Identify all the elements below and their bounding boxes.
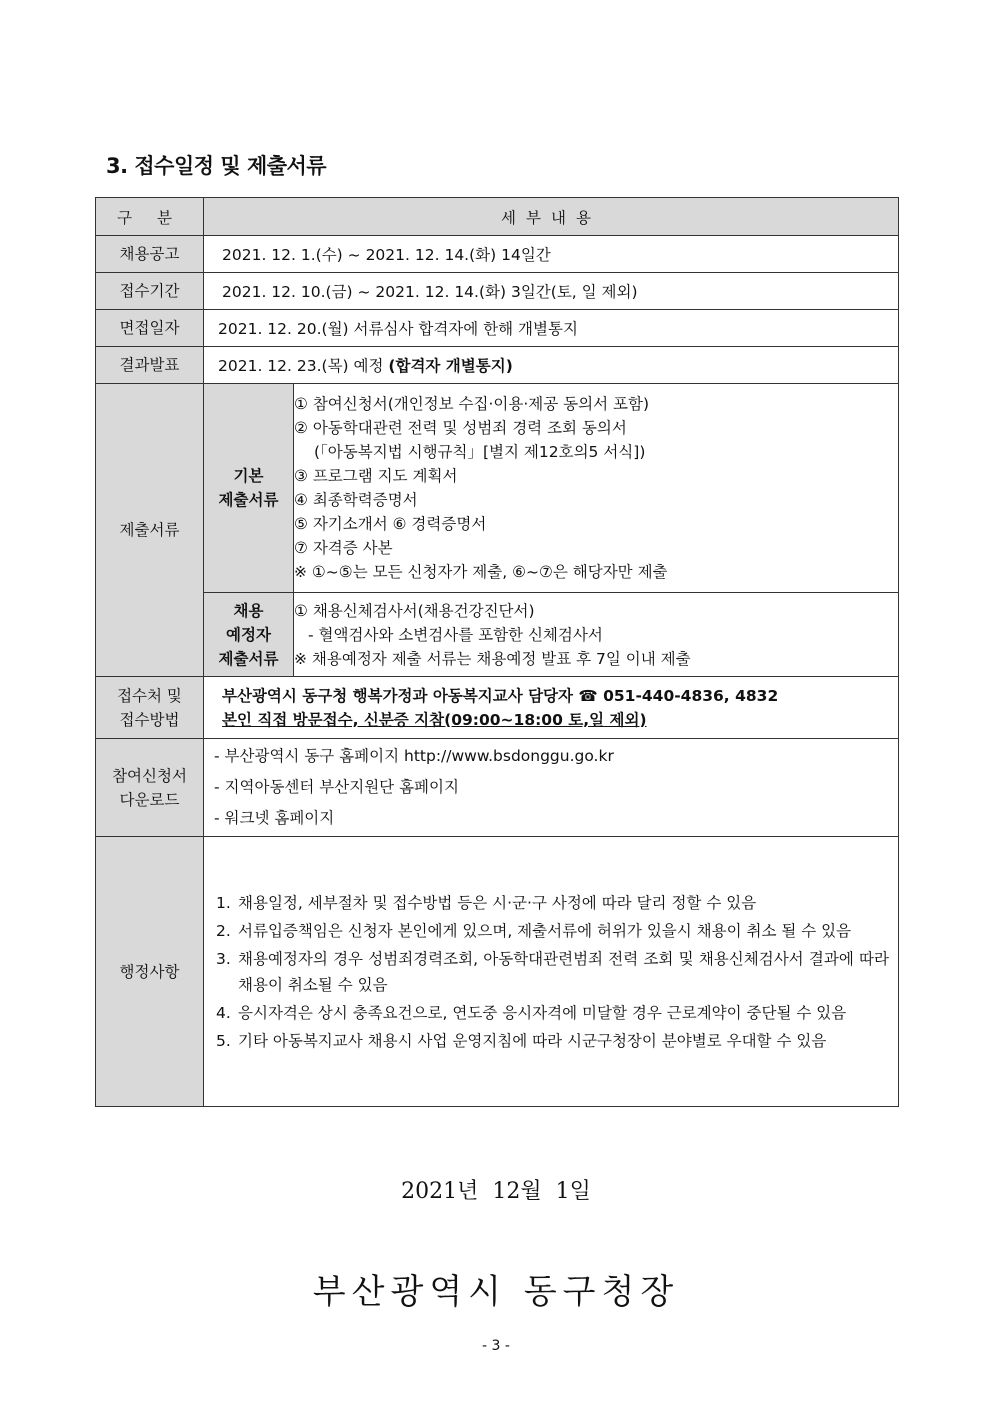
expected-documents-list: [294, 593, 899, 677]
note-text: 채용예정자의 경우 성범죄경력조회, 아동학대관련범죄 전력 조회 및 채용신체검사서 결과에 따라 채용이 취소될 수 있음: [238, 949, 889, 994]
table-row-place: [96, 677, 899, 739]
row-value-interview: 2021. 12. 20.(월) 서류심사 합격자에 한해 개별통지: [204, 310, 899, 347]
row-label-documents: 제출서류: [96, 384, 204, 677]
expected-label-line1: 채용: [233, 601, 264, 620]
note-text: 채용일정, 세부절차 및 접수방법 등은 시·군·구 사정에 따라 달리 정할 수 있음: [238, 893, 757, 912]
note-number: 1.: [216, 893, 231, 912]
basic-documents-list: [294, 384, 899, 593]
list-item: ⑤ 자기소개서 ⑥ 경력증명서: [294, 515, 487, 533]
list-item: ※ ①~⑤는 모든 신청자가 제출, ⑥~⑦은 해당자만 제출: [294, 563, 668, 581]
row-value-posting: 2021. 12. 1.(수) ~ 2021. 12. 14.(화) 14일간: [204, 236, 899, 273]
header-category: 구 분: [96, 198, 204, 236]
admin-notes-list: [216, 890, 889, 1054]
list-item: [216, 918, 889, 944]
list-item: [216, 1000, 889, 1026]
list-item: ※ 채용예정자 제출 서류는 채용예정 발표 후 7일 이내 제출: [294, 649, 691, 668]
note-text: 서류입증책임은 신청자 본인에게 있으며, 제출서류에 허위가 있을시 채용이 취소 될 수 있음: [238, 921, 852, 940]
list-item: - 지역아동센터 부산지원단 홈페이지: [214, 778, 459, 796]
place-label-line1: 접수처 및: [117, 686, 182, 705]
page-number: - 3 -: [482, 1338, 510, 1354]
basic-documents-label: [204, 384, 294, 593]
basic-label-line2: 제출서류: [218, 491, 279, 509]
row-label-admin: 행정사항: [96, 837, 204, 1107]
header-details: 세부내용: [204, 198, 899, 236]
issuer-signature: 부산광역시 동구청장: [312, 1272, 680, 1312]
expected-label-line3: 제출서류: [218, 649, 279, 668]
row-value-result: [204, 347, 899, 384]
table-row-admin: [96, 837, 899, 1107]
basic-label-line1: 기본: [233, 467, 264, 485]
table-row-result: [96, 347, 899, 384]
schedule-documents-table: [95, 197, 899, 1107]
note-text: 응시자격은 상시 충족요건으로, 연도중 응시자격에 미달할 경우 근로계약이 중단될 수 있음: [238, 1003, 847, 1022]
row-label-posting: 채용공고: [96, 236, 204, 273]
table-row-receipt-period: [96, 273, 899, 310]
list-item: (「아동복지법 시행규칙」[별지 제12호의5 서식]): [314, 443, 646, 461]
list-item: [216, 1028, 889, 1054]
table-row-documents-basic: [96, 384, 899, 593]
result-notice-text: (합격자 개별통지): [388, 357, 513, 375]
list-item: ③ 프로그램 지도 계획서: [294, 467, 458, 485]
list-item: - 부산광역시 동구 홈페이지 http://www.bsdonggu.go.kr: [214, 747, 614, 765]
row-label-result: 결과발표: [96, 347, 204, 384]
place-method-line: [222, 708, 898, 732]
row-value-download: [204, 739, 899, 837]
place-contact-line: 부산광역시 동구청 행복가정과 아동복지교사 담당자 ☎ 051-440-4836, 4832: [222, 686, 779, 705]
row-label-download: [96, 739, 204, 837]
list-item: - 혈액검사와 소변검사를 포함한 신체검사서: [308, 625, 603, 644]
note-number: 2.: [216, 921, 231, 940]
expected-documents-label: [204, 593, 294, 677]
place-label-line2: 접수방법: [119, 710, 180, 729]
table-row-documents-expected: [96, 593, 899, 677]
row-value-place: [204, 677, 899, 739]
result-date-text: 2021. 12. 23.(목) 예정: [218, 357, 389, 375]
download-label-line1: 참여신청서: [112, 766, 187, 785]
list-item: ④ 최종학력증명서: [294, 491, 418, 509]
download-label-line2: 다운로드: [119, 790, 180, 809]
table-row-posting: [96, 236, 899, 273]
note-number: 3.: [216, 949, 231, 968]
section-title: 3. 접수일정 및 제출서류: [106, 154, 327, 178]
list-item: - 워크넷 홈페이지: [214, 809, 335, 827]
table-header-row: [96, 198, 899, 236]
row-label-place: [96, 677, 204, 739]
table-row-download: [96, 739, 899, 837]
note-number: 4.: [216, 1003, 231, 1022]
note-number: 5.: [216, 1031, 231, 1050]
row-value-receipt-period: 2021. 12. 10.(금) ~ 2021. 12. 14.(화) 3일간(토, 일 제외): [204, 273, 899, 310]
expected-label-line2: 예정자: [226, 625, 271, 644]
row-label-interview: 면접일자: [96, 310, 204, 347]
row-value-admin: [204, 837, 899, 1107]
row-label-receipt-period: 접수기간: [96, 273, 204, 310]
list-item: [216, 890, 889, 916]
list-item: ⑦ 자격증 사본: [294, 539, 393, 557]
place-method-text: 본인 직접 방문접수, 신분증 지참(09:00~18:00 토,일 제외): [222, 710, 647, 729]
list-item: ① 참여신청서(개인정보 수집·이용·제공 동의서 포함): [294, 395, 650, 413]
list-item: ① 채용신체검사서(채용건강진단서): [294, 601, 535, 620]
note-text: 기타 아동복지교사 채용시 사업 운영지침에 따라 시군구청장이 분야별로 우대할 수 있음: [238, 1031, 827, 1050]
issue-date: 2021년 12월 1일: [401, 1179, 591, 1204]
table-row-interview: [96, 310, 899, 347]
list-item: [216, 946, 889, 998]
list-item: ② 아동학대관련 전력 및 성범죄 경력 조회 동의서: [294, 419, 627, 437]
